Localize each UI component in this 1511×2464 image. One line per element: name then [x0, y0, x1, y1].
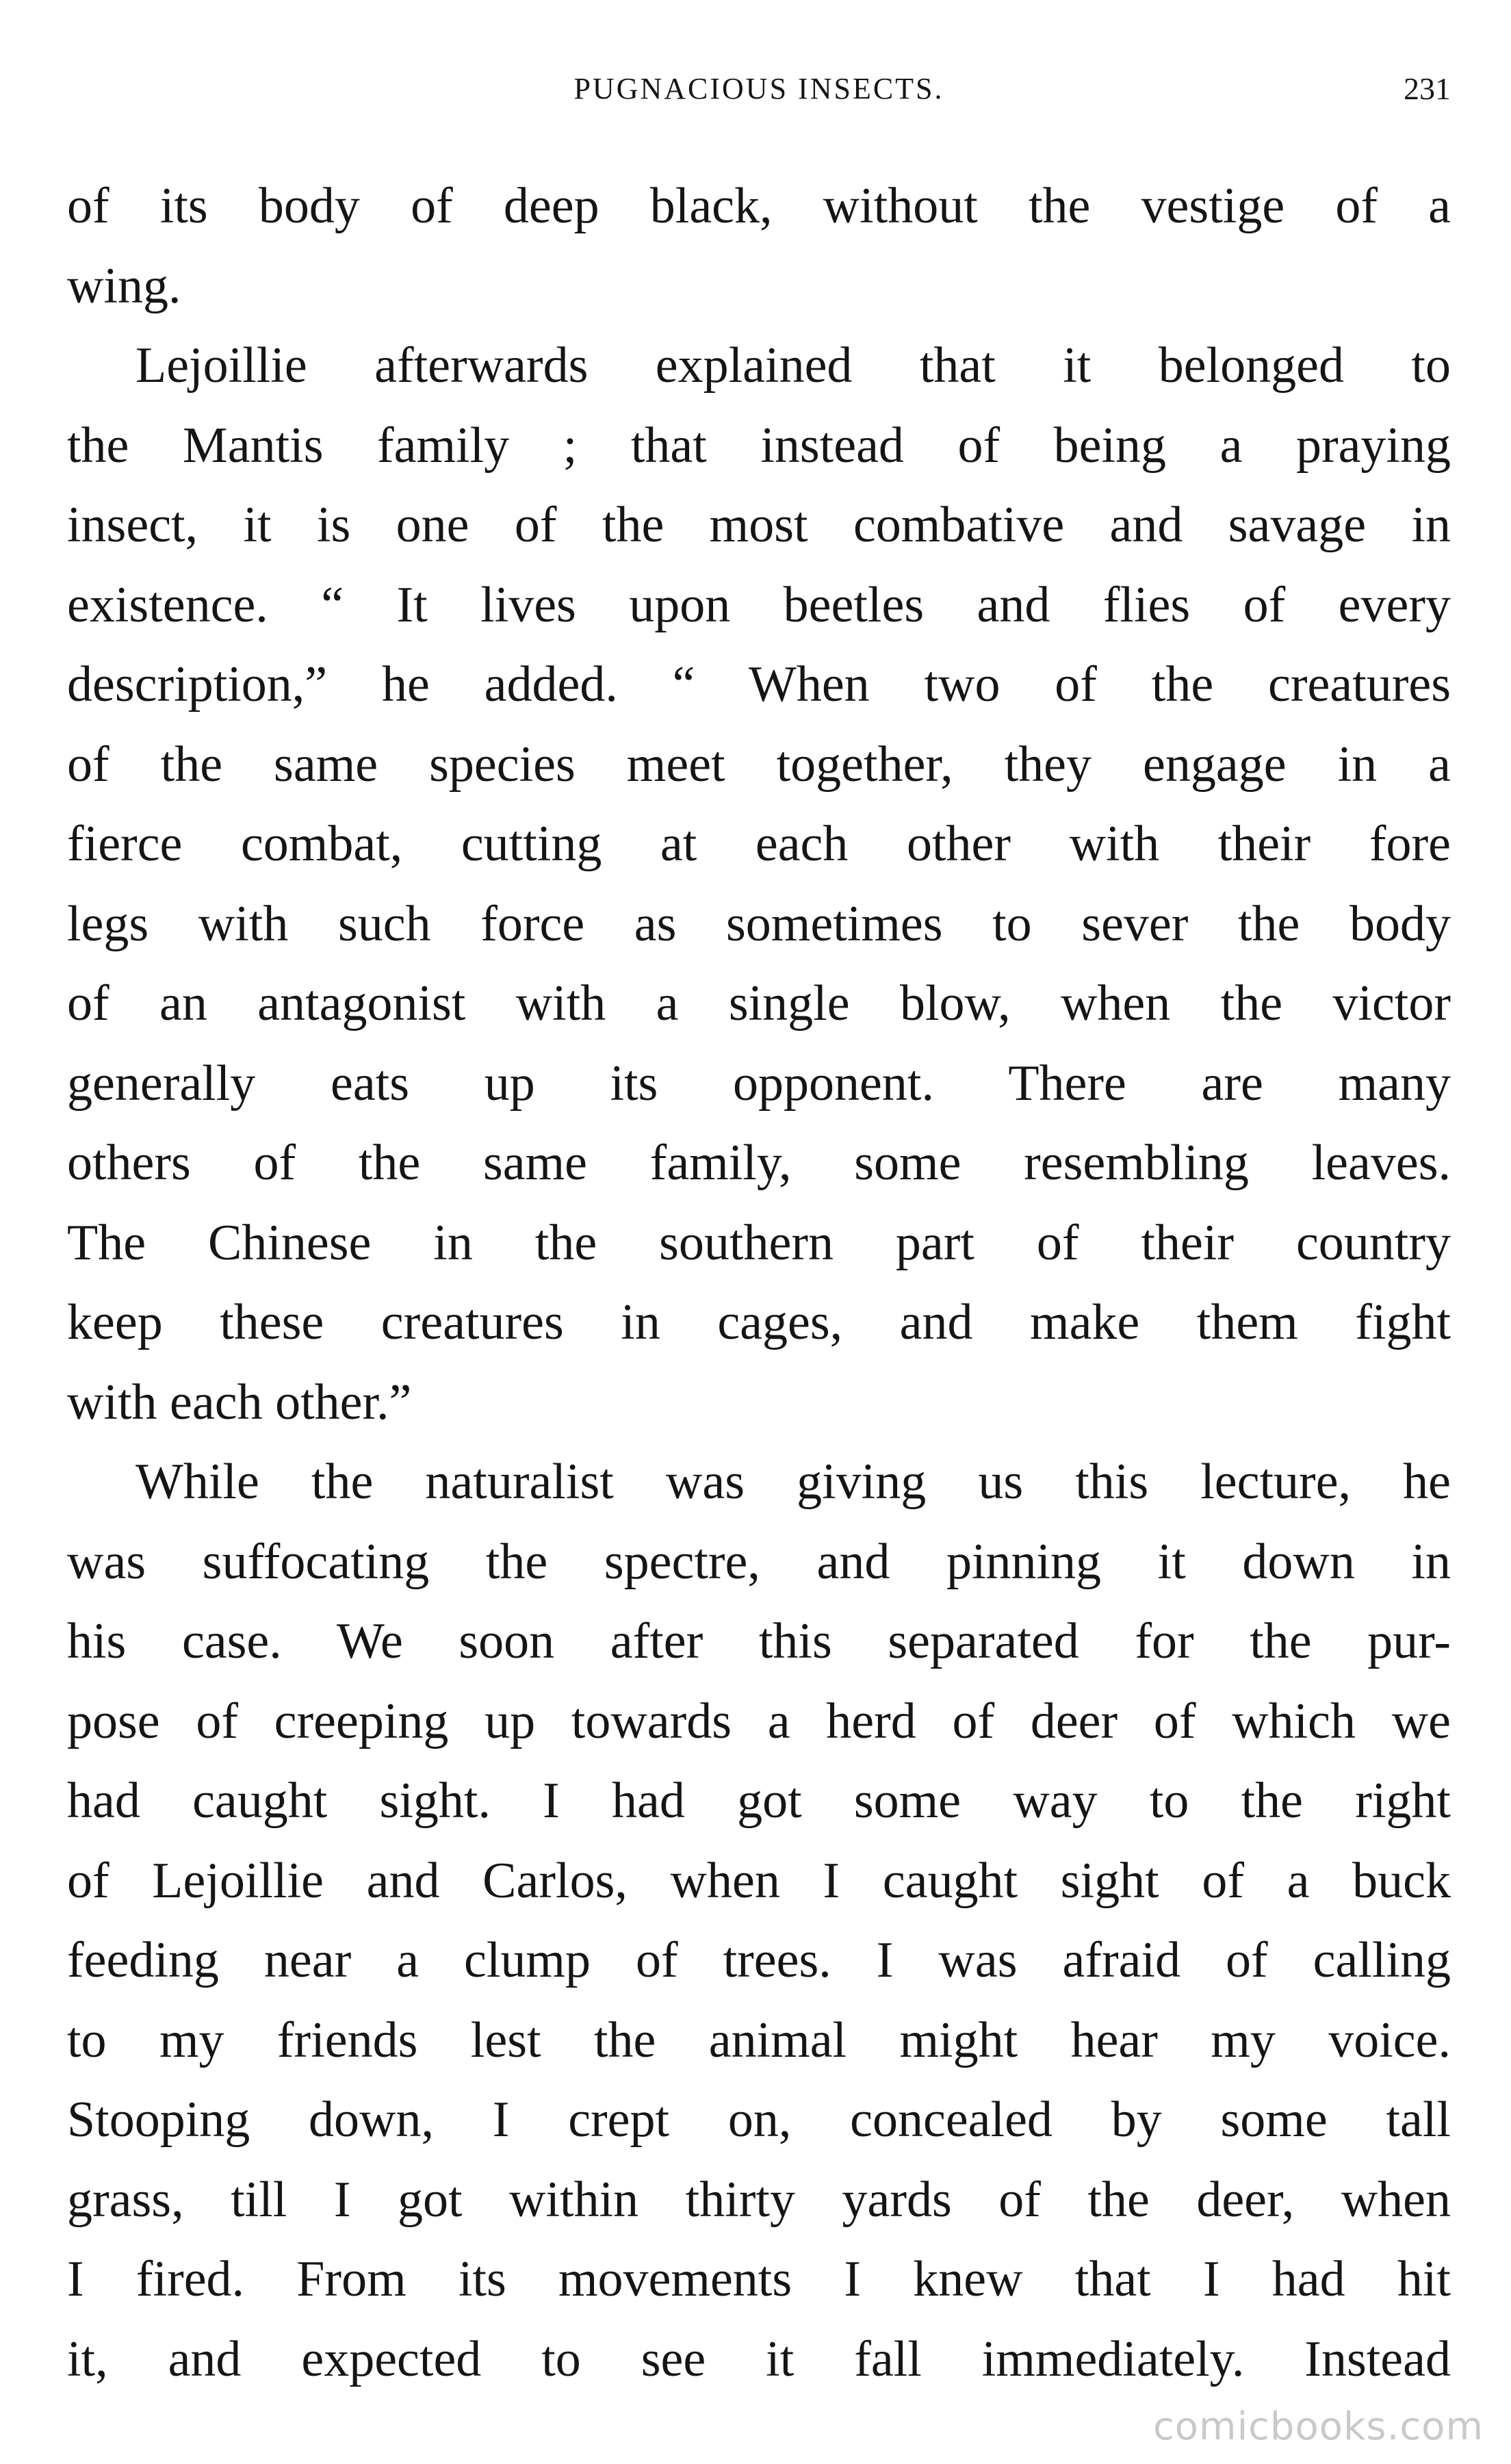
text-line: keep these creatures in cages, and make them fight — [67, 1294, 1451, 1350]
text-line: of an antagonist with a single blow, when the victor — [67, 975, 1451, 1031]
text-line: insect, it is one of the most combative and savage in — [67, 497, 1451, 553]
running-head — [67, 68, 1451, 110]
text-line: of the same species meet together, they engage in a — [67, 736, 1451, 793]
text-line: with each other.” — [67, 1374, 412, 1430]
text-line: of its body of deep black, without the vestige of a — [67, 178, 1451, 234]
text-line: grass, till I got within thirty yards of the deer, when — [67, 2171, 1451, 2228]
text-line: to my friends lest the animal might hear my voice. — [67, 2012, 1451, 2068]
text-line: legs with such force as sometimes to sever the body — [67, 895, 1451, 952]
text-line: of Lejoillie and Carlos, when I caught sight of a buck — [67, 1852, 1451, 1909]
watermark: comicbooks.com — [1152, 2404, 1484, 2449]
text-line: The Chinese in the southern part of their country — [67, 1214, 1451, 1271]
text-line: existence. “ It lives upon beetles and flies of every — [67, 576, 1451, 633]
text-line: wing. — [67, 257, 181, 314]
running-title: PUGNACIOUS INSECTS. — [573, 72, 944, 105]
text-line: pose of creeping up towards a herd of deer of which we — [67, 1693, 1451, 1749]
text-line: had caught sight. I had got some way to the right — [67, 1773, 1451, 1829]
text-line: description,” he added. “ When two of the creatures — [67, 656, 1451, 713]
page-number: 231 — [1404, 71, 1451, 106]
text-line: I fired. From its movements I knew that I had hit — [67, 2251, 1451, 2307]
text-line: generally eats up its opponent. There are many — [67, 1055, 1451, 1112]
body-text — [67, 166, 1451, 2399]
text-line: his case. We soon after this separated for the pur- — [67, 1613, 1451, 1669]
text-line: the Mantis family ; that instead of being a praying — [67, 417, 1451, 474]
text-line: was suffocating the spectre, and pinning it down in — [67, 1533, 1451, 1590]
text-line: fierce combat, cutting at each other with their fore — [67, 816, 1451, 872]
text-line: Stooping down, I crept on, concealed by some tall — [67, 2092, 1451, 2148]
text-line: Lejoillie afterwards explained that it belonged to — [135, 337, 1451, 394]
text-line: it, and expected to see it fall immediately. Instead — [67, 2331, 1451, 2387]
text-line: feeding near a clump of trees. I was afraid of calling — [67, 1932, 1451, 1988]
text-line: others of the same family, some resembling leaves. — [67, 1135, 1451, 1191]
text-line: While the naturalist was giving us this lecture, he — [135, 1454, 1451, 1510]
